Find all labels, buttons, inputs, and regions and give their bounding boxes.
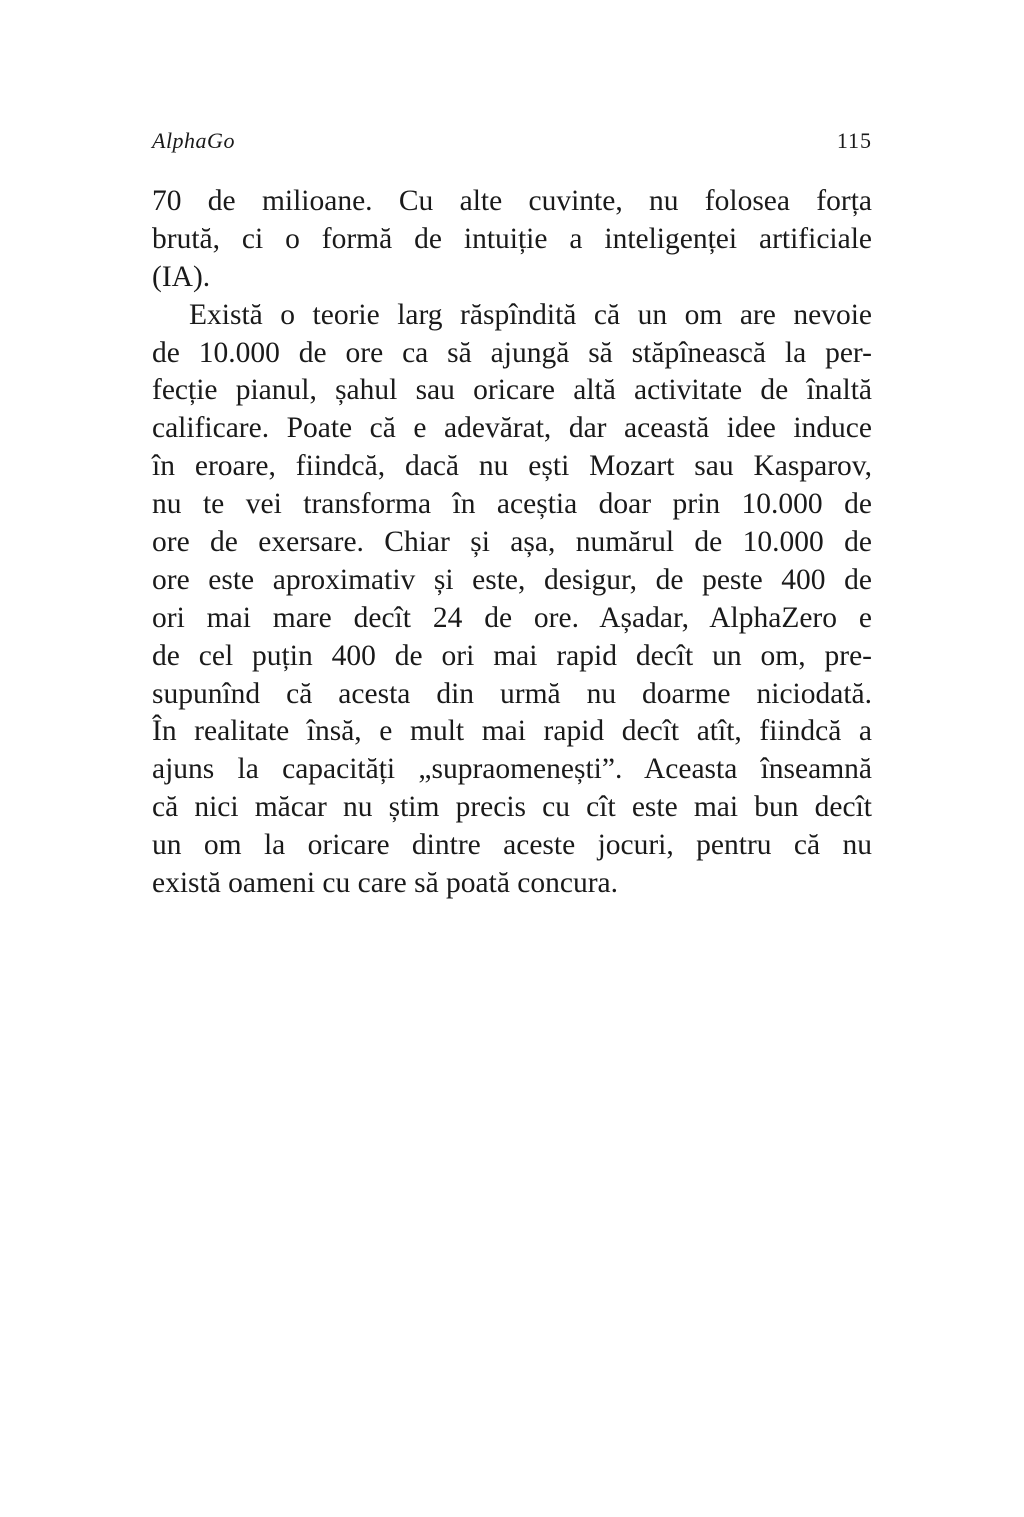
text-line: În realitate însă, e mult mai rapid decît atît, fiindcă a bbox=[152, 715, 872, 748]
text-line: calificare. Poate că e adevărat, dar această idee induce bbox=[152, 412, 872, 445]
text-line: fecție pianul, șahul sau oricare altă activitate de înaltă bbox=[152, 374, 872, 407]
paragraph-2 bbox=[152, 297, 872, 903]
chapter-title: AlphaGo bbox=[152, 128, 235, 153]
paragraph-1 bbox=[152, 183, 872, 297]
text-line: 70 de milioane. Cu alte cuvinte, nu folosea forța bbox=[152, 185, 872, 217]
text-line: nu te vei transforma în aceștia doar prin 10.000 de bbox=[152, 488, 872, 521]
text-line: de 10.000 de ore ca să ajungă să stăpînească la per- bbox=[152, 336, 872, 369]
text-line: brută, ci o formă de intuiție a inteligenței artificiale bbox=[152, 222, 872, 255]
text-line: de cel puțin 400 de ori mai rapid decît un om, pre- bbox=[152, 639, 872, 672]
text-line: Există o teorie larg răspîndită că un om are nevoie bbox=[189, 298, 872, 331]
page-number: 115 bbox=[836, 128, 872, 153]
text-line: ori mai mare decît 24 de ore. Așadar, AlphaZero e bbox=[152, 601, 872, 634]
text-line: ore este aproximativ și este, desigur, de peste 400 de bbox=[152, 563, 872, 596]
text-line: că nici măcar nu știm precis cu cît este mai bun decît bbox=[152, 791, 872, 824]
text-line: supunînd că acesta din urmă nu doarme niciodată. bbox=[152, 677, 872, 710]
text-line: în eroare, fiindcă, dacă nu ești Mozart sau Kasparov, bbox=[152, 450, 872, 483]
text-line: un om la oricare dintre aceste jocuri, pentru că nu bbox=[152, 829, 872, 862]
text-line: există oameni cu care să poată concura. bbox=[152, 867, 619, 900]
running-head bbox=[152, 128, 872, 160]
body-text bbox=[152, 183, 872, 903]
text-line: ajuns la capacități „supraomenești”. Aceasta înseamnă bbox=[152, 753, 872, 786]
text-line: (IA). bbox=[152, 260, 211, 293]
text-line: ore de exersare. Chiar și așa, numărul de 10.000 de bbox=[152, 526, 872, 559]
